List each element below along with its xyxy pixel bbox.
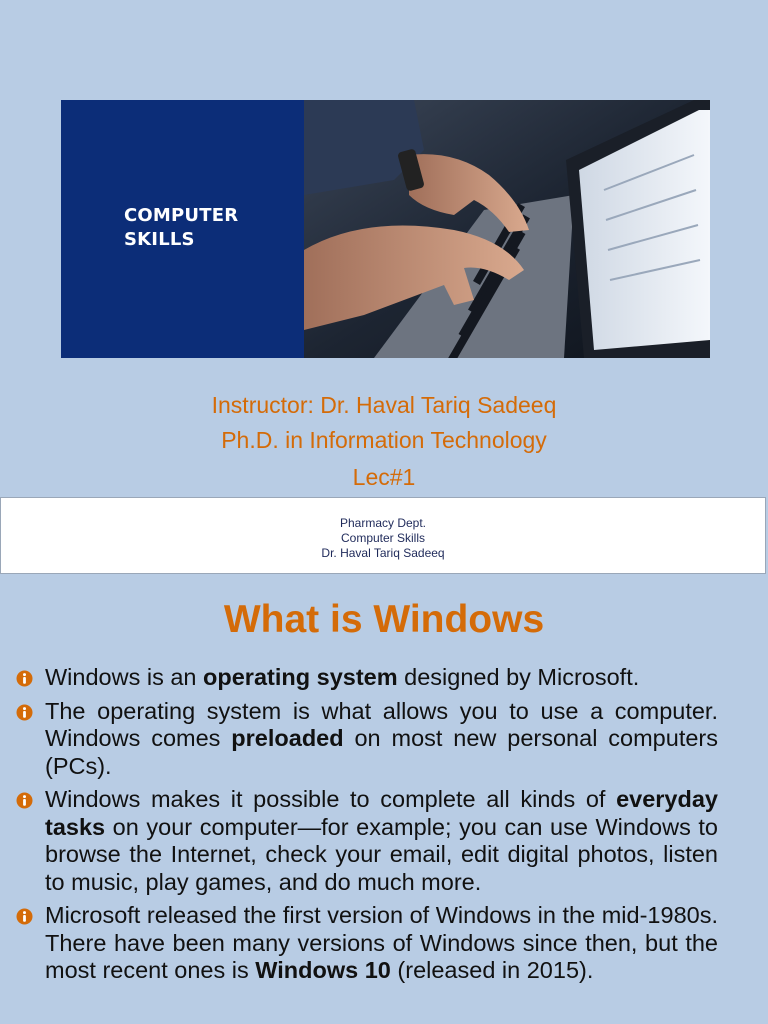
bullet-text: designed by Microsoft. bbox=[397, 664, 640, 690]
bullet-emphasis: everyday tasks bbox=[45, 786, 718, 840]
info-circle-icon bbox=[16, 670, 33, 687]
info-circle-icon bbox=[16, 908, 33, 925]
list-item bbox=[16, 786, 718, 896]
lecture-number: Lec#1 bbox=[352, 464, 416, 490]
degree-line: Ph.D. in Information Technology bbox=[221, 427, 547, 453]
slide-title: What is Windows bbox=[223, 598, 545, 641]
banner-line-1: COMPUTER bbox=[124, 205, 239, 226]
bullet-emphasis: operating system bbox=[203, 664, 398, 690]
bullet-text: (released in 2015). bbox=[390, 957, 594, 983]
title-banner bbox=[61, 100, 710, 358]
bullet-text: Microsoft released the first version of Windows in the mid-1980s. There have been many versions of Windows since then, but the most recent ones is bbox=[45, 902, 718, 983]
banner-label bbox=[124, 204, 238, 252]
laptop-typing-photo bbox=[304, 100, 710, 358]
bullet-text: on most new personal computers (PCs). bbox=[45, 725, 718, 779]
banner-line-2: SKILLS bbox=[124, 229, 195, 250]
footer-author: Dr. Haval Tariq Sadeeq bbox=[321, 546, 445, 560]
list-item bbox=[16, 664, 718, 692]
instructor-line: Instructor: Dr. Haval Tariq Sadeeq bbox=[211, 392, 557, 418]
list-item bbox=[16, 698, 718, 781]
slide-footer bbox=[0, 497, 766, 574]
bullet-text: on your computer—for example; you can use Windows to browse the Internet, check your email, edit digital photos, listen to music, play games, and do much more. bbox=[45, 813, 718, 895]
bullet-emphasis: preloaded bbox=[231, 725, 344, 751]
bullet-emphasis: Windows 10 bbox=[255, 957, 391, 983]
footer-department: Pharmacy Dept. bbox=[339, 516, 427, 530]
title-slide bbox=[0, 0, 768, 497]
list-item bbox=[16, 902, 718, 985]
info-circle-icon bbox=[16, 792, 33, 809]
bullet-text: The operating system is what allows you to use a computer. Windows comes bbox=[45, 697, 718, 751]
bullet-text: Windows makes it possible to complete all kinds of bbox=[45, 786, 617, 812]
bullet-list bbox=[16, 664, 718, 991]
bullet-text: Windows is an bbox=[45, 664, 204, 690]
info-circle-icon bbox=[16, 704, 33, 721]
footer-course: Computer Skills bbox=[340, 531, 426, 545]
